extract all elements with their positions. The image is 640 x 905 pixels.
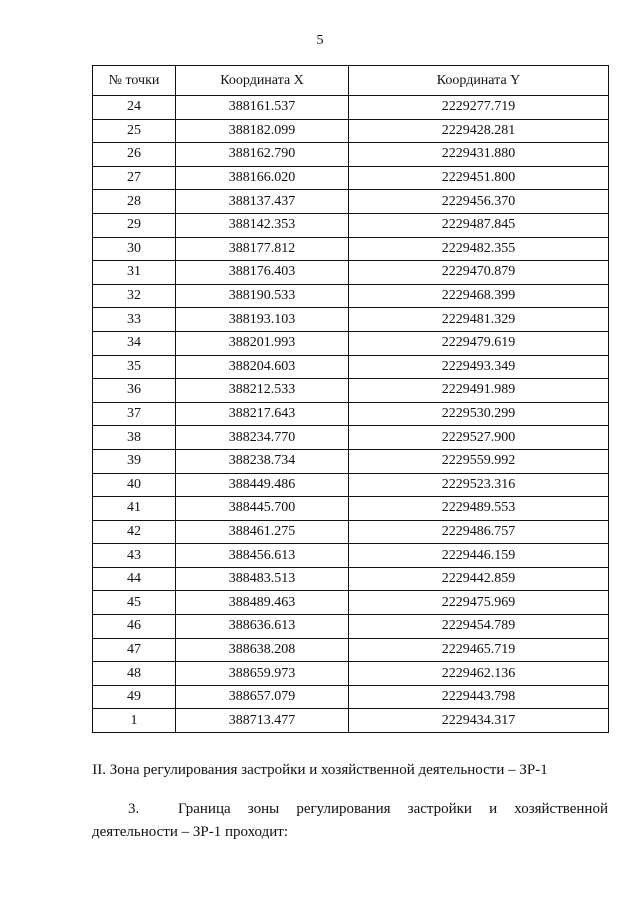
coordinate-y-cell: 2229434.317 xyxy=(349,709,609,733)
point-number-cell: 36 xyxy=(93,379,176,403)
table-row xyxy=(93,591,609,615)
coordinate-x-cell: 388217.643 xyxy=(176,402,349,426)
coordinate-y-cell: 2229523.316 xyxy=(349,473,609,497)
paragraph-text-line-1: Граница зоны регулирования застройки и хозяйственной xyxy=(178,801,608,817)
point-number-cell: 40 xyxy=(93,473,176,497)
coordinate-y-cell: 2229442.859 xyxy=(349,567,609,591)
coordinate-x-cell: 388204.603 xyxy=(176,355,349,379)
coordinate-x-cell: 388489.463 xyxy=(176,591,349,615)
table-row xyxy=(93,143,609,167)
table-row xyxy=(93,379,609,403)
table-row xyxy=(93,449,609,473)
coordinate-y-cell: 2229468.399 xyxy=(349,284,609,308)
point-number-cell: 38 xyxy=(93,426,176,450)
table-row xyxy=(93,685,609,709)
point-number-cell: 42 xyxy=(93,520,176,544)
table-row xyxy=(93,190,609,214)
table-row xyxy=(93,520,609,544)
coordinate-y-cell: 2229462.136 xyxy=(349,662,609,686)
table-row xyxy=(93,284,609,308)
coordinate-y-cell: 2229465.719 xyxy=(349,638,609,662)
table-row xyxy=(93,615,609,639)
coordinate-y-cell: 2229470.879 xyxy=(349,261,609,285)
coordinate-y-cell: 2229481.329 xyxy=(349,308,609,332)
coordinate-y-cell: 2229451.800 xyxy=(349,166,609,190)
point-number-cell: 34 xyxy=(93,331,176,355)
point-number-cell: 43 xyxy=(93,544,176,568)
coordinate-y-cell: 2229559.992 xyxy=(349,449,609,473)
paragraph-3 xyxy=(92,798,608,844)
table-row xyxy=(93,497,609,521)
coordinate-y-cell: 2229482.355 xyxy=(349,237,609,261)
point-number-cell: 24 xyxy=(93,96,176,120)
table-row xyxy=(93,355,609,379)
coordinate-x-cell: 388636.613 xyxy=(176,615,349,639)
table-row xyxy=(93,662,609,686)
coordinate-y-cell: 2229489.553 xyxy=(349,497,609,521)
coordinate-x-cell: 388713.477 xyxy=(176,709,349,733)
coordinate-x-cell: 388142.353 xyxy=(176,213,349,237)
coordinate-y-cell: 2229486.757 xyxy=(349,520,609,544)
coordinate-x-cell: 388638.208 xyxy=(176,638,349,662)
table-row xyxy=(93,166,609,190)
coordinate-x-cell: 388176.403 xyxy=(176,261,349,285)
coordinate-y-cell: 2229479.619 xyxy=(349,331,609,355)
point-number-cell: 44 xyxy=(93,567,176,591)
coordinate-x-cell: 388483.513 xyxy=(176,567,349,591)
column-header-coordinate-x: Координата X xyxy=(176,66,349,96)
paragraph-text-line-2: деятельности – ЗР-1 проходит: xyxy=(92,824,289,840)
coordinate-x-cell: 388238.734 xyxy=(176,449,349,473)
coordinate-y-cell: 2229527.900 xyxy=(349,426,609,450)
point-number-cell: 1 xyxy=(93,709,176,733)
point-number-cell: 47 xyxy=(93,638,176,662)
point-number-cell: 45 xyxy=(93,591,176,615)
coordinate-y-cell: 2229454.789 xyxy=(349,615,609,639)
coordinate-x-cell: 388212.533 xyxy=(176,379,349,403)
coordinate-x-cell: 388162.790 xyxy=(176,143,349,167)
point-number-cell: 30 xyxy=(93,237,176,261)
table-row xyxy=(93,426,609,450)
table-row xyxy=(93,261,609,285)
table-row xyxy=(93,709,609,733)
coordinate-x-cell: 388456.613 xyxy=(176,544,349,568)
table-row xyxy=(93,96,609,120)
coordinate-x-cell: 388166.020 xyxy=(176,166,349,190)
point-number-cell: 29 xyxy=(93,213,176,237)
table-row xyxy=(93,119,609,143)
coordinate-x-cell: 388190.533 xyxy=(176,284,349,308)
table-row xyxy=(93,473,609,497)
coordinate-x-cell: 388449.486 xyxy=(176,473,349,497)
section-heading: II. Зона регулирования застройки и хозяйственной деятельности – ЗР-1 xyxy=(92,762,548,778)
point-number-cell: 46 xyxy=(93,615,176,639)
coordinate-y-cell: 2229487.845 xyxy=(349,213,609,237)
point-number-cell: 25 xyxy=(93,119,176,143)
coordinate-y-cell: 2229277.719 xyxy=(349,96,609,120)
table-row xyxy=(93,237,609,261)
coordinate-y-cell: 2229443.798 xyxy=(349,685,609,709)
point-number-cell: 33 xyxy=(93,308,176,332)
coordinate-x-cell: 388193.103 xyxy=(176,308,349,332)
column-header-coordinate-y: Координата Y xyxy=(349,66,609,96)
point-number-cell: 49 xyxy=(93,685,176,709)
coordinate-y-cell: 2229431.880 xyxy=(349,143,609,167)
coordinate-x-cell: 388137.437 xyxy=(176,190,349,214)
coordinate-y-cell: 2229475.969 xyxy=(349,591,609,615)
point-number-cell: 32 xyxy=(93,284,176,308)
coordinates-table xyxy=(92,65,609,733)
coordinate-x-cell: 388657.079 xyxy=(176,685,349,709)
point-number-cell: 39 xyxy=(93,449,176,473)
coordinate-y-cell: 2229530.299 xyxy=(349,402,609,426)
table-row xyxy=(93,638,609,662)
table-row xyxy=(93,402,609,426)
table-row xyxy=(93,331,609,355)
coordinate-x-cell: 388445.700 xyxy=(176,497,349,521)
coordinate-y-cell: 2229491.989 xyxy=(349,379,609,403)
point-number-cell: 27 xyxy=(93,166,176,190)
point-number-cell: 41 xyxy=(93,497,176,521)
table-row xyxy=(93,213,609,237)
page-number: 5 xyxy=(316,33,324,48)
coordinate-y-cell: 2229428.281 xyxy=(349,119,609,143)
table-header-row xyxy=(93,66,609,96)
coordinate-y-cell: 2229446.159 xyxy=(349,544,609,568)
table-row xyxy=(93,308,609,332)
table-row xyxy=(93,567,609,591)
coordinate-y-cell: 2229493.349 xyxy=(349,355,609,379)
coordinate-x-cell: 388182.099 xyxy=(176,119,349,143)
table-body xyxy=(93,96,609,733)
point-number-cell: 37 xyxy=(93,402,176,426)
coordinate-x-cell: 388461.275 xyxy=(176,520,349,544)
coordinate-x-cell: 388201.993 xyxy=(176,331,349,355)
paragraph-number: 3. xyxy=(128,801,140,817)
coordinate-y-cell: 2229456.370 xyxy=(349,190,609,214)
coordinate-x-cell: 388659.973 xyxy=(176,662,349,686)
column-header-point-number: № точки xyxy=(93,66,176,96)
paragraph-line-1 xyxy=(92,798,608,821)
point-number-cell: 28 xyxy=(93,190,176,214)
coordinate-x-cell: 388234.770 xyxy=(176,426,349,450)
point-number-cell: 48 xyxy=(93,662,176,686)
point-number-cell: 26 xyxy=(93,143,176,167)
coordinate-x-cell: 388161.537 xyxy=(176,96,349,120)
point-number-cell: 35 xyxy=(93,355,176,379)
table-row xyxy=(93,544,609,568)
point-number-cell: 31 xyxy=(93,261,176,285)
coordinate-x-cell: 388177.812 xyxy=(176,237,349,261)
